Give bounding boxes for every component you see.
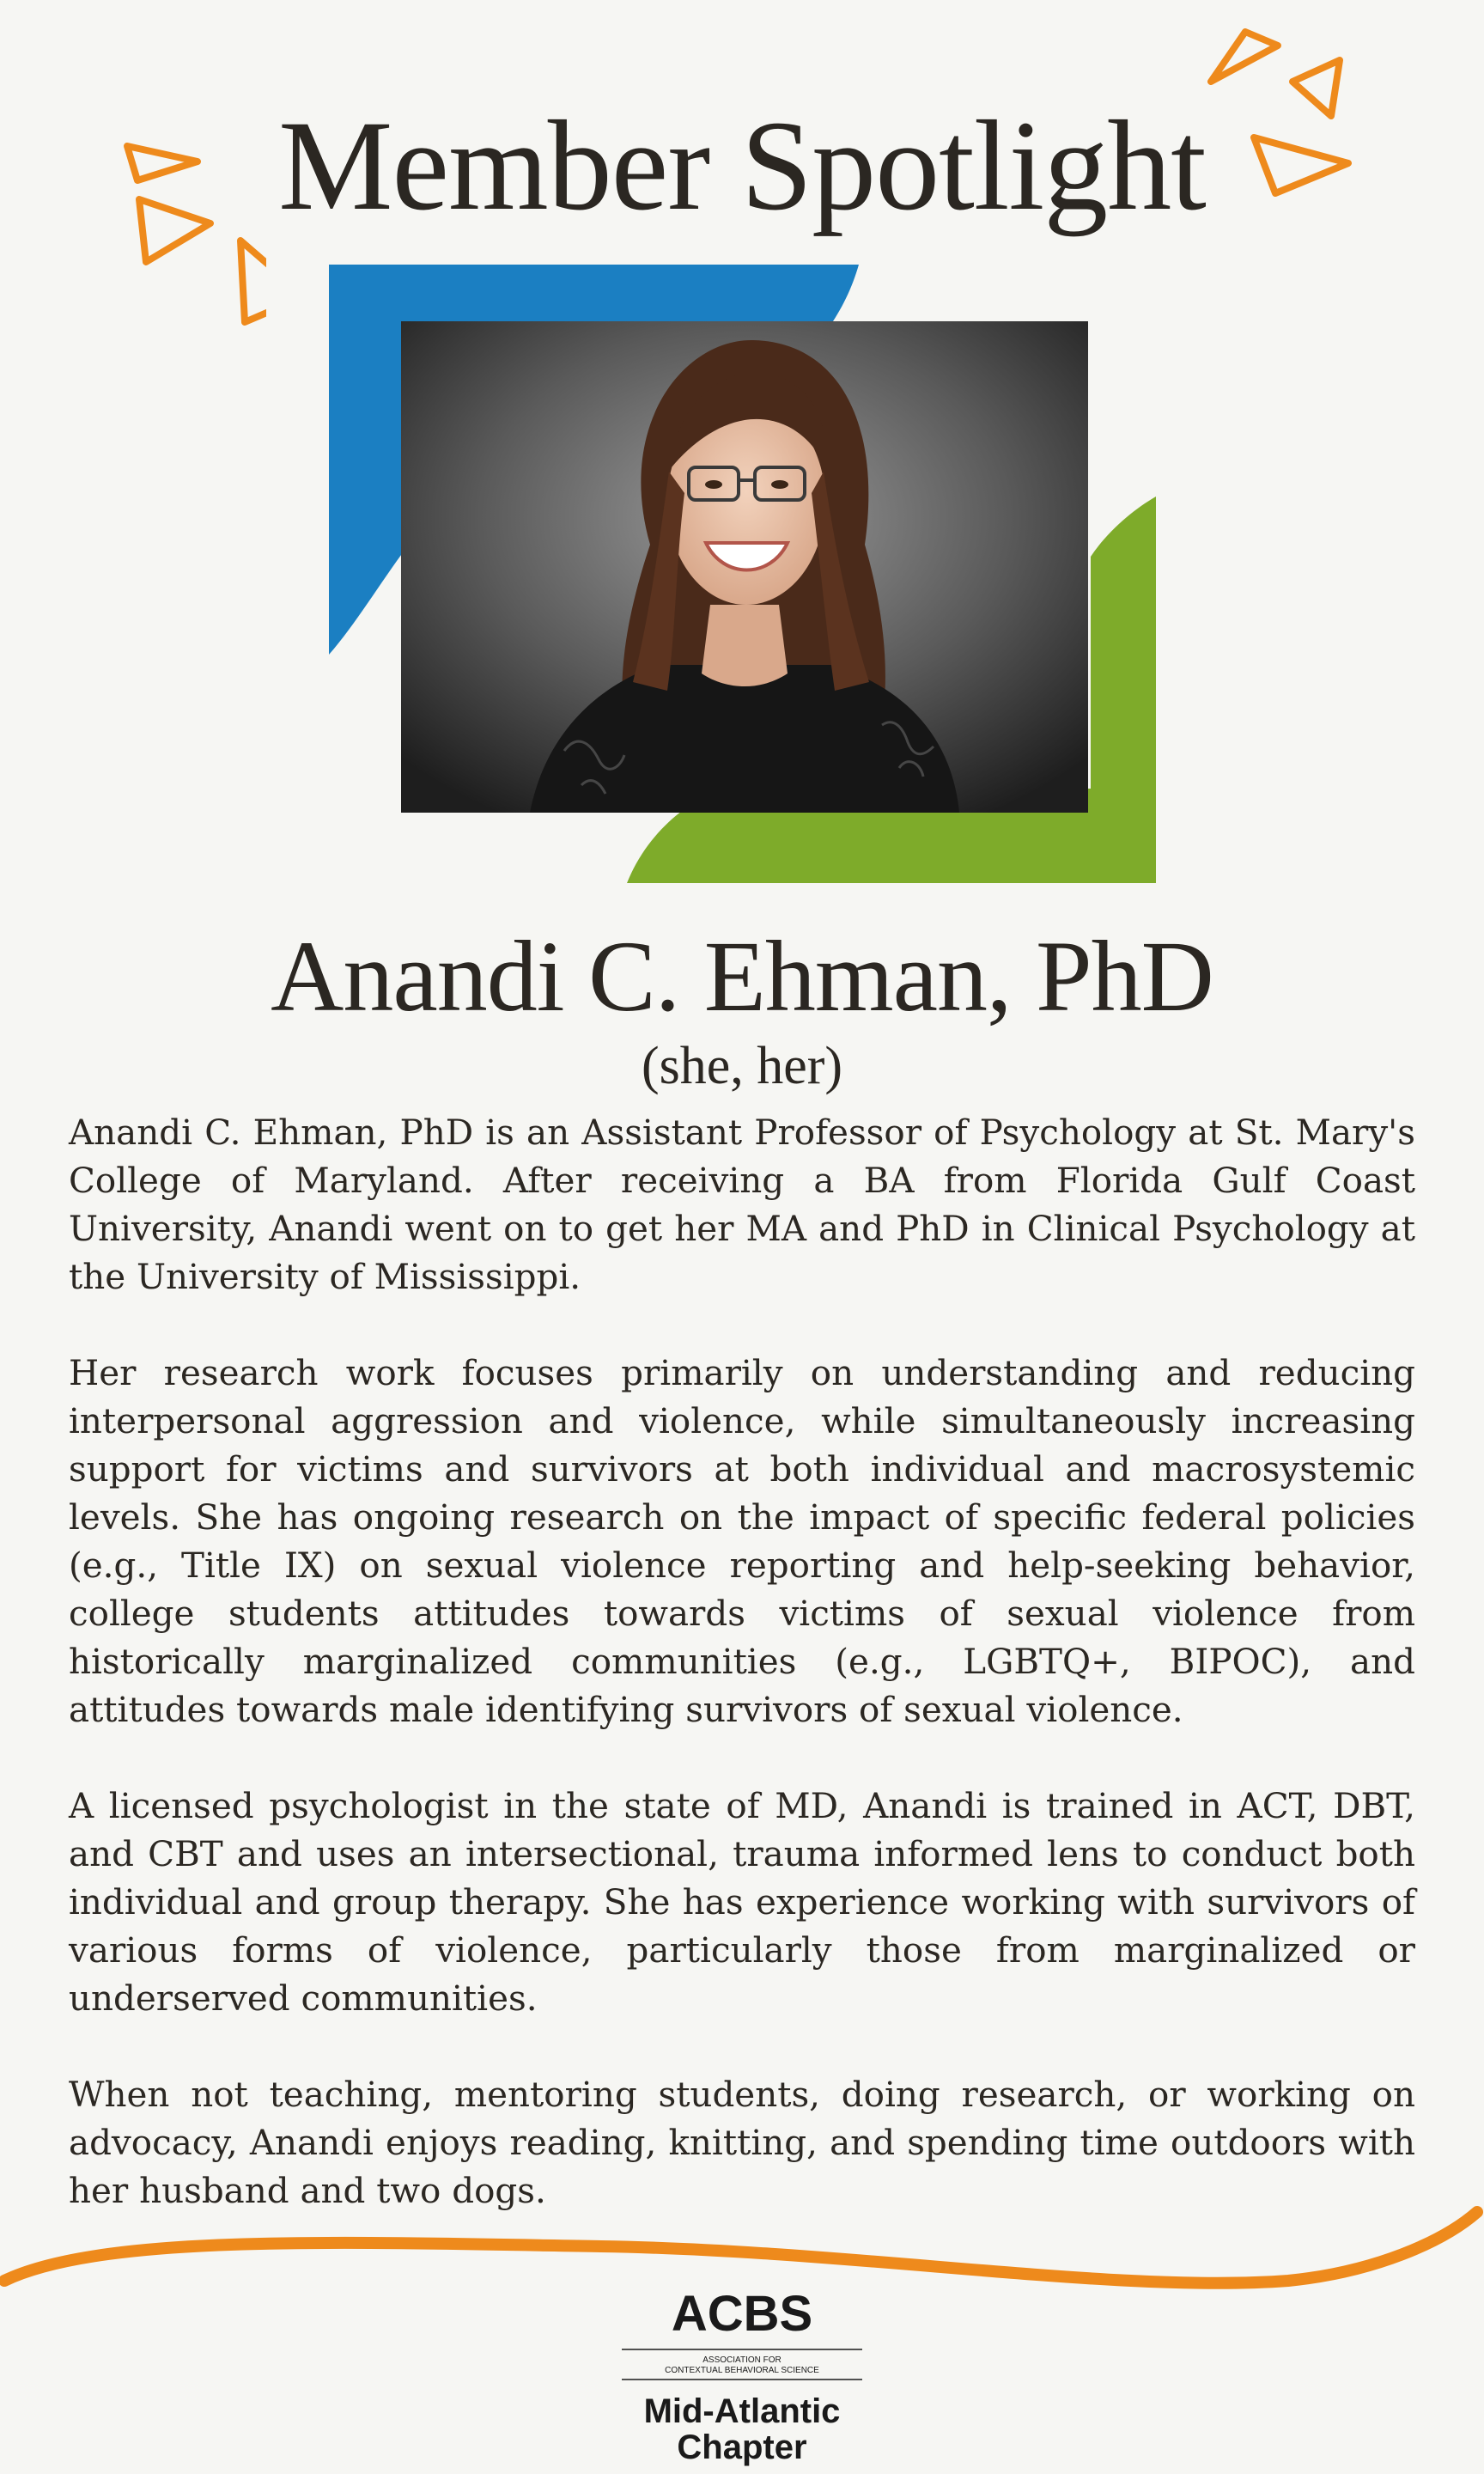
acbs-logo <box>570 2281 914 2470</box>
bio-section <box>69 1108 1415 2263</box>
logo-org-line2: CONTEXTUAL BEHAVIORAL SCIENCE <box>665 2366 819 2375</box>
bio-paragraph: Anandi C. Ehman, PhD is an Assistant Professor of Psychology at St. Mary's College of Maryland. After receiving a BA from Florida Gulf Coast University, Anandi went on to get her MA and PhD in Clinical Psychology at the University of Mississippi. <box>69 1112 1415 1297</box>
logo-chapter-line1: Mid-Atlantic <box>643 2392 841 2430</box>
orange-swoosh-divider <box>0 2199 1484 2294</box>
bio-paragraph: When not teaching, mentoring students, doing research, or working on advocacy, Anandi enjoys reading, knitting, and spending time outdoors with her husband and two dogs. <box>69 2074 1415 2211</box>
bio-paragraph: A licensed psychologist in the state of MD, Anandi is trained in ACT, DBT, and CBT and uses an intersectional, trauma informed lens to conduct both individual and group therapy. She has experience working with survivors of various forms of violence, particularly those from marginalized or underserved communities. <box>69 1785 1415 2019</box>
logo-chapter-line2: Chapter <box>677 2428 807 2466</box>
person-name: Anandi C. Ehman, PhD <box>271 920 1213 1033</box>
logo-org-line1: ASSOCIATION FOR <box>702 2355 782 2365</box>
logo-acronym: ACBS <box>671 2286 813 2342</box>
portrait-photo <box>401 321 1088 813</box>
bio-paragraph: Her research work focuses primarily on understanding and reducing interpersonal aggression and violence, while simultaneously increasing support for victims and survivors at both individual and macrosystemic levels. She has ongoing research on the impact of specific federal policies (e.g., Title IX) on sexual violence reporting and help-seeking behavior, college students attitudes towards victims of sexual violence from historically marginalized communities (e.g., LGBTQ+, BIPOC), and attitudes towards male identifying survivors of sexual violence. <box>69 1352 1415 1730</box>
pronouns: (she, her) <box>641 1037 843 1095</box>
page-title: Member Spotlight <box>278 94 1206 237</box>
